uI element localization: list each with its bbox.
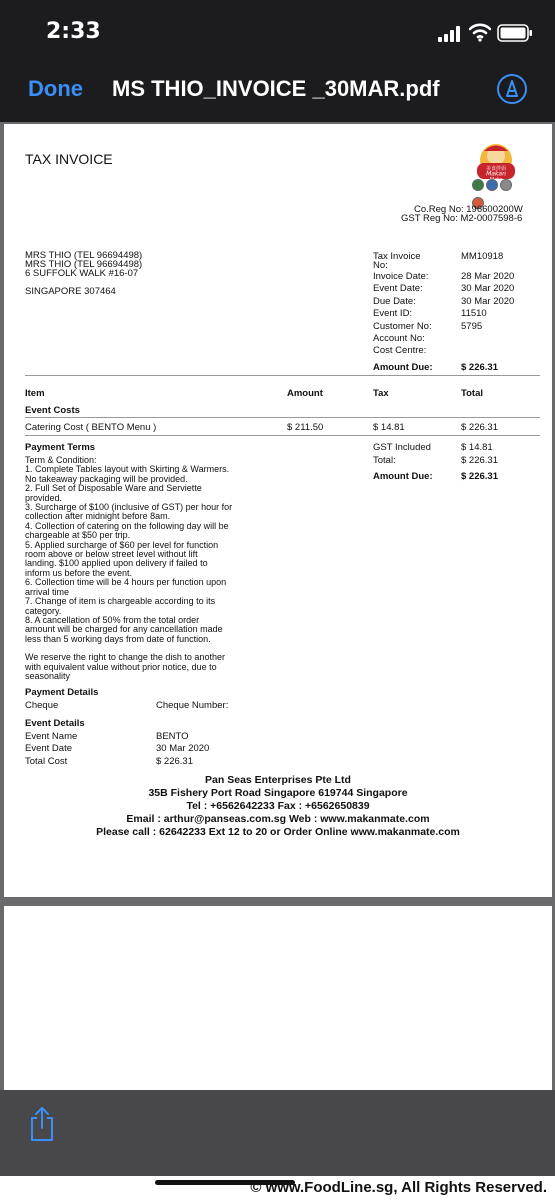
section-event-costs: Event Costs	[25, 405, 80, 416]
amount-due-value: $ 226.31	[461, 362, 498, 373]
terms-line: 3. Surcharge of $100 (inclusive of GST) per hour for	[25, 502, 233, 513]
company-email: Email : arthur@panseas.com.sg Web : www.makanmate.com	[126, 813, 430, 825]
line-item-name: Catering Cost ( BENTO Menu )	[25, 422, 157, 433]
pdf-page-2	[4, 906, 552, 1090]
address-line: 6 SUFFOLK WALK #16-07	[25, 268, 139, 279]
logo-text-cn: 美食伴侶	[485, 166, 507, 172]
terms-line: with equivalent value without prior notice, due to	[25, 661, 217, 672]
terms-line: category.	[25, 605, 62, 616]
meta-label: No:	[373, 260, 388, 271]
pdf-viewer[interactable]	[0, 122, 555, 1090]
meta-value: 30 Mar 2020	[461, 283, 515, 294]
terms-line: Term & Condition:	[25, 455, 97, 465]
share-icon[interactable]	[28, 1106, 56, 1142]
certification-seals	[472, 178, 524, 192]
company-name: Pan Seas Enterprises Pte Ltd	[205, 774, 351, 786]
summary-label: GST Included	[373, 442, 431, 453]
terms-and-conditions	[25, 456, 275, 681]
meta-label: Due Date:	[373, 296, 416, 307]
meta-value: 11510	[461, 308, 487, 319]
terms-line: No takeaway packaging will be provided.	[25, 473, 188, 484]
payment-method: Cheque	[25, 700, 59, 711]
event-detail-value: $ 226.31	[156, 756, 193, 767]
meta-value: 30 Mar 2020	[461, 296, 515, 307]
payment-terms-title: Payment Terms	[25, 442, 96, 453]
quality-seal-icon	[500, 179, 512, 191]
terms-line: 7. Change of item is chargeable according to its	[25, 596, 216, 607]
terms-line: 8. A cancellation of 50% from the total order	[25, 614, 200, 625]
terms-line: 2. Full Set of Disposable Ware and Serviette	[25, 483, 202, 494]
company-order-info: Please call : 62642233 Ext 12 to 20 or Order Online www.makanmate.com	[96, 826, 460, 838]
event-detail-label: Event Name	[25, 731, 78, 742]
line-item-tax: $ 14.81	[373, 422, 405, 433]
meta-label: Event ID:	[373, 308, 413, 319]
markup-pen-icon[interactable]	[496, 73, 528, 105]
cheque-number-label: Cheque Number:	[156, 700, 229, 711]
terms-line: collection after midnight before 8am.	[25, 511, 171, 522]
status-time: 2:33	[46, 19, 101, 44]
meta-label: Event Date:	[373, 283, 423, 294]
terms-line: 1. Complete Tables layout with Skirting & Warmers.	[25, 464, 230, 475]
meta-label: Tax Invoice	[373, 251, 421, 262]
pdf-page-1	[4, 124, 552, 897]
divider	[25, 375, 540, 376]
status-bar	[0, 0, 555, 64]
address-line: SINGAPORE 307464	[25, 286, 116, 297]
invoice-title: TAX INVOICE	[25, 151, 113, 167]
bottom-toolbar	[0, 1090, 555, 1176]
terms-line: room above or below street level without lift	[25, 549, 198, 560]
column-header-amount: Amount	[287, 388, 323, 399]
event-detail-value: 30 Mar 2020	[156, 743, 210, 754]
logo-text-makan: Makan	[486, 170, 506, 178]
terms-line: inform us before the event.	[25, 567, 133, 578]
meta-value: 5795	[461, 321, 483, 332]
divider	[25, 417, 540, 418]
line-item-total: $ 226.31	[461, 422, 498, 433]
meta-label: Customer No:	[373, 321, 432, 332]
event-detail-label: Total Cost	[25, 756, 68, 767]
cellular-signal-icon	[438, 26, 462, 42]
company-phone: Tel : +6562642233 Fax : +6562650839	[186, 800, 370, 812]
terms-line: seasonality	[25, 670, 71, 681]
divider	[25, 435, 540, 436]
done-button[interactable]: Done	[28, 76, 83, 101]
co-reg-number: Co.Reg No: 196600200W	[414, 204, 523, 215]
meta-label: Cost Centre:	[373, 345, 427, 356]
wifi-icon	[469, 22, 491, 42]
payment-details-title: Payment Details	[25, 687, 99, 698]
terms-line: less than 5 working days from date of function.	[25, 633, 211, 644]
line-item-amount: $ 211.50	[287, 422, 324, 433]
summary-value: $ 14.81	[461, 442, 493, 453]
terms-line: amount will be charged for any cancellation made	[25, 624, 223, 635]
battery-icon	[497, 24, 533, 42]
meta-label: Invoice Date:	[373, 271, 429, 282]
home-indicator-area	[0, 1176, 555, 1200]
halal-seal-icon	[472, 179, 484, 191]
amount-due-label: Amount Due:	[373, 362, 433, 373]
event-detail-value: BENTO	[156, 731, 189, 742]
meta-label: Account No:	[373, 333, 425, 344]
terms-line: We reserve the right to change the dish to another	[25, 652, 225, 663]
column-header-total: Total	[461, 388, 483, 399]
terms-line: 5. Applied surcharge of $60 per level for function	[25, 539, 219, 550]
terms-line: provided.	[25, 492, 63, 503]
column-header-tax: Tax	[373, 388, 389, 399]
event-detail-label: Event Date	[25, 743, 72, 754]
meta-value: 28 Mar 2020	[461, 271, 515, 282]
document-title: MS THIO_INVOICE _30MAR.pdf	[112, 76, 440, 101]
terms-line: landing. $100 applied upon delivery if failed to	[25, 558, 208, 569]
terms-line: chargeable at $50 per trip.	[25, 530, 131, 541]
terms-line: arrival time	[25, 586, 70, 597]
summary-amount-due-label: Amount Due:	[373, 471, 433, 482]
watermark: © www.FoodLine.sg, All Rights Reserved.	[250, 1179, 547, 1196]
meta-value: MM10918	[461, 251, 504, 262]
terms-line: 6. Collection time will be 4 hours per function upon	[25, 577, 227, 588]
address-line: MRS THIO (TEL 96694498)	[25, 259, 143, 270]
company-address: 35B Fishery Port Road Singapore 619744 Singapore	[148, 787, 408, 799]
address-line: MRS THIO (TEL 96694498)	[25, 250, 143, 261]
award-seal-icon	[486, 179, 498, 191]
navigation-bar	[0, 64, 555, 122]
terms-line: 4. Collection of catering on the following day will be	[25, 520, 229, 531]
summary-label: Total:	[373, 455, 396, 466]
column-header-item: Item	[25, 388, 45, 399]
summary-value: $ 226.31	[461, 455, 498, 466]
event-details-title: Event Details	[25, 718, 85, 729]
summary-amount-due-value: $ 226.31	[461, 471, 498, 482]
gst-reg-number: GST Reg No: M2-0007598-6	[401, 213, 523, 224]
